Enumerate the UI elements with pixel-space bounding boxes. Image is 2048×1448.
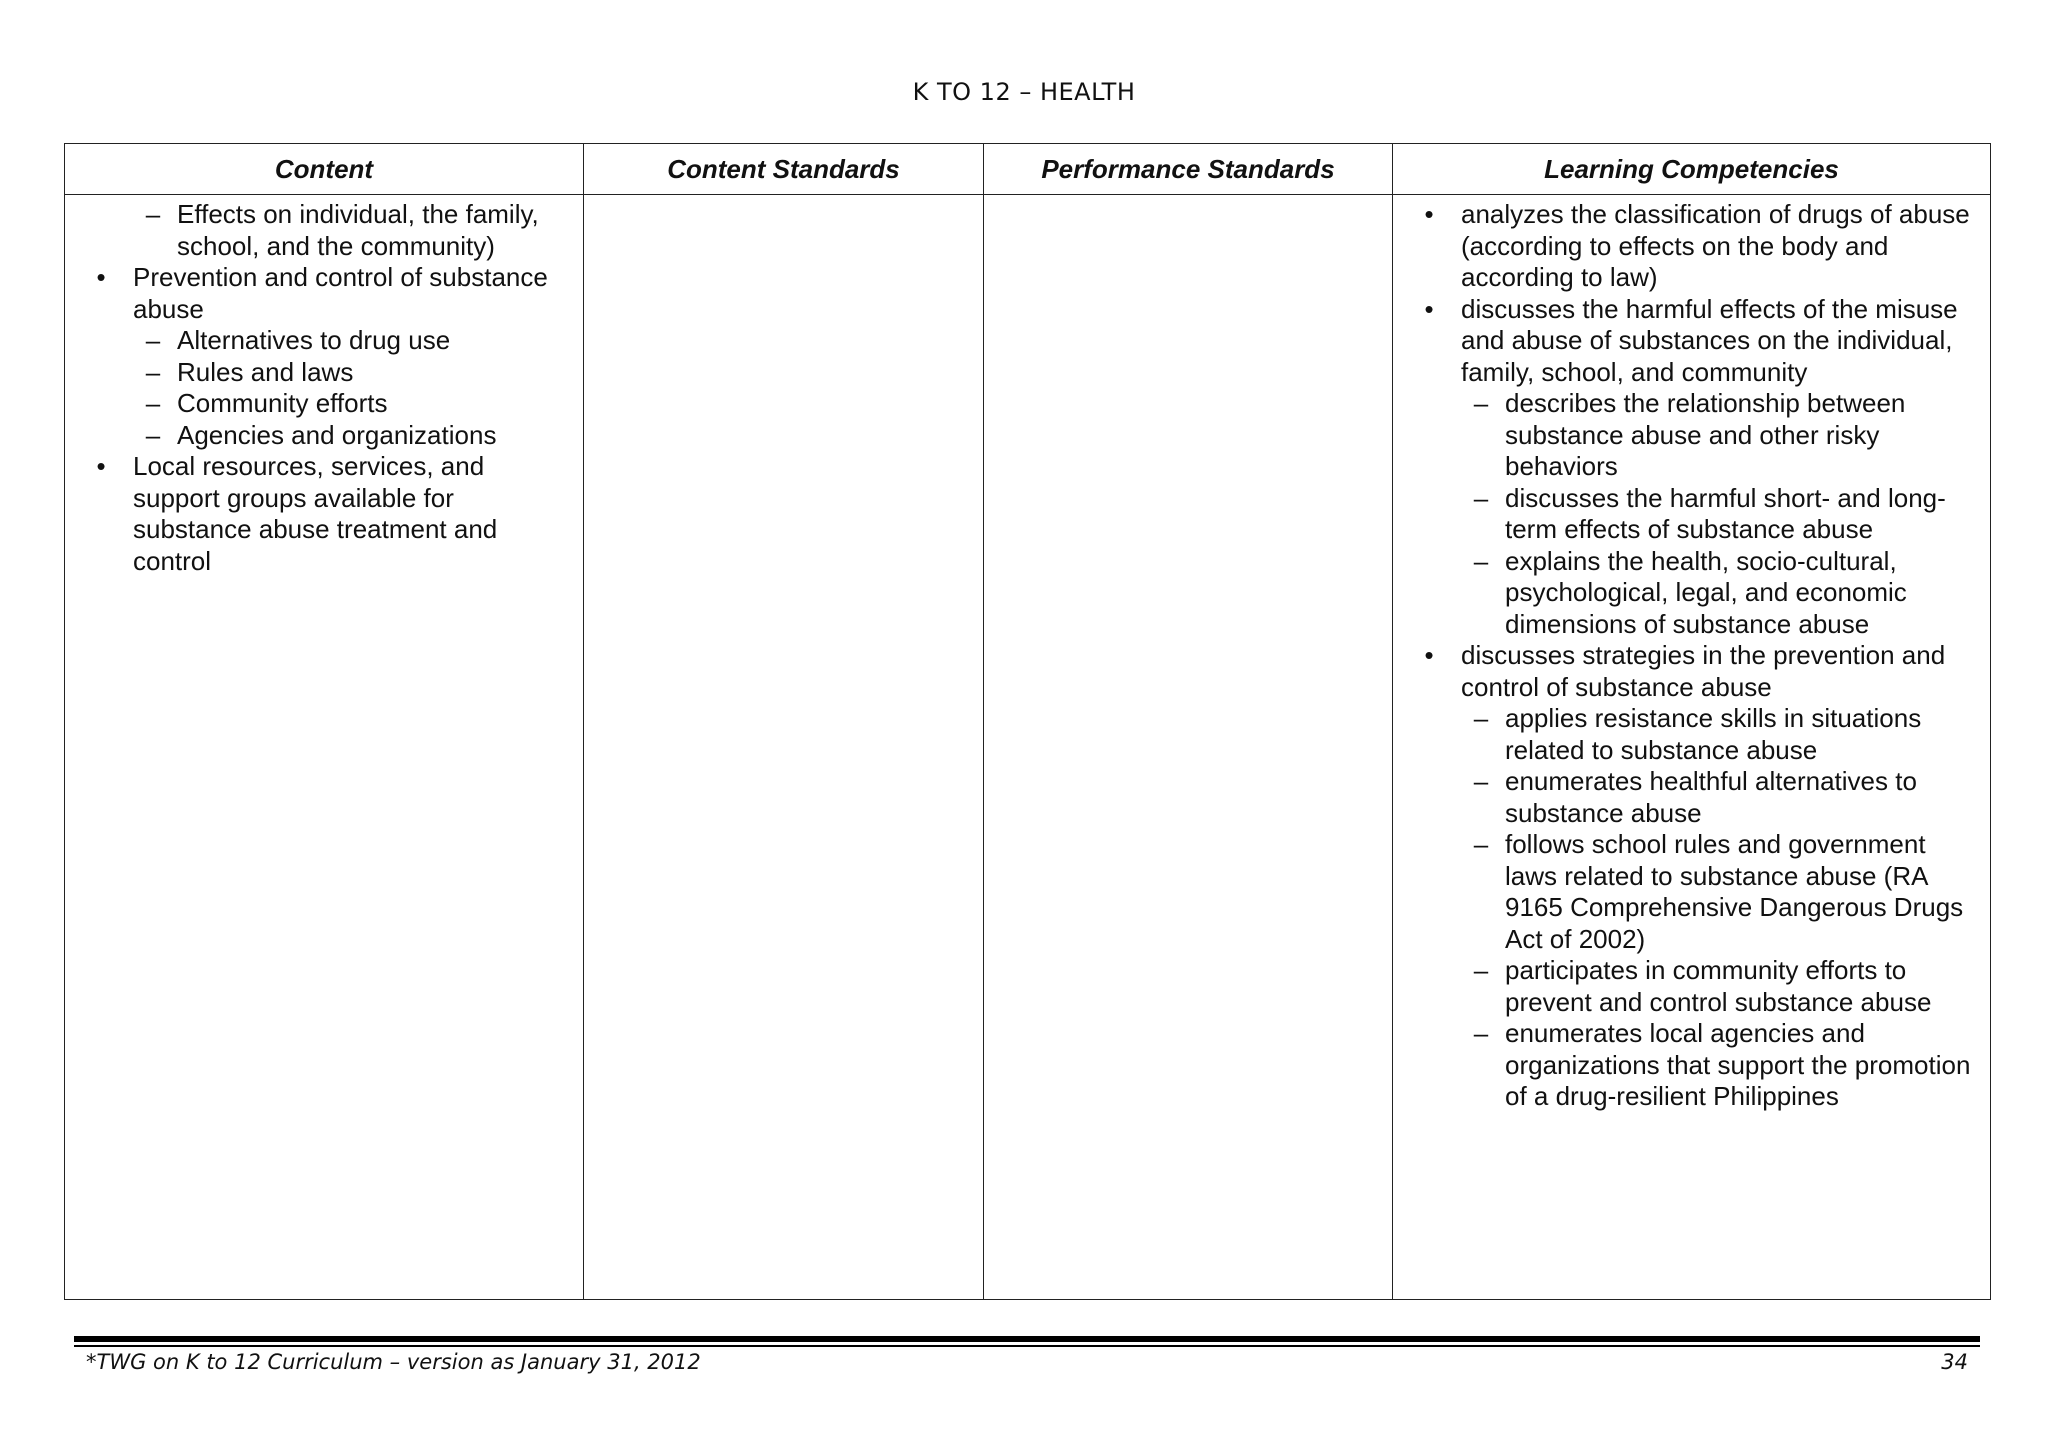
sub-list <box>1461 703 1978 1113</box>
sub-list-item-text: Alternatives to drug use <box>177 325 451 355</box>
sub-list-item <box>1461 388 1978 483</box>
dash-marker: – <box>145 325 161 355</box>
page-title: K TO 12 – HEALTH <box>912 78 1136 106</box>
performance-standards-cell <box>984 195 1393 1300</box>
sub-list-item <box>133 420 571 452</box>
list-item <box>1405 294 1978 641</box>
footer-note: *TWG on K to 12 Curriculum – version as January 31, 2012 <box>86 1350 701 1374</box>
curriculum-table <box>64 143 1991 1300</box>
sub-list-item-text: explains the health, socio-cultural, psychological, legal, and economic dimensions of substance abuse <box>1505 545 1907 639</box>
sub-list-item-text: enumerates healthful alternatives to substance abuse <box>1505 766 1917 828</box>
page-number: 34 <box>1941 1350 1968 1374</box>
dash-marker: – <box>1473 388 1489 418</box>
list-item <box>133 199 571 262</box>
sub-list-item <box>133 325 571 357</box>
header-content-standards: Content Standards <box>584 144 984 195</box>
content-bullet-list <box>77 262 571 577</box>
sub-list-item-text: applies resistance skills in situations related to substance abuse <box>1505 703 1922 765</box>
header-learning-competencies: Learning Competencies <box>1393 144 1991 195</box>
dash-marker: – <box>1473 766 1489 796</box>
list-item-text: Prevention and control of substance abuse <box>133 262 548 324</box>
header-performance-standards: Performance Standards <box>984 144 1393 195</box>
list-item <box>77 451 571 577</box>
sub-list-item-text: discusses the harmful short- and long-term effects of substance abuse <box>1505 482 1946 544</box>
sub-list-item <box>1461 955 1978 1018</box>
list-item-text: Local resources, services, and support groups available for substance abuse treatment and control <box>133 451 498 576</box>
sub-list-item-text: describes the relationship between substance abuse and other risky behaviors <box>1505 388 1906 481</box>
header-content: Content <box>65 144 584 195</box>
sub-list-item <box>133 357 571 389</box>
content-cell <box>65 195 584 1300</box>
content-standards-cell <box>584 195 984 1300</box>
competencies-list <box>1405 199 1978 1113</box>
bullet-marker: • <box>96 451 106 481</box>
list-item <box>1405 199 1978 294</box>
sub-list-item <box>1461 703 1978 766</box>
sub-list-item-text: enumerates local agencies and organizations that support the promotion of a drug-resilient Philippines <box>1505 1018 1971 1111</box>
sub-list-item <box>1461 829 1978 955</box>
bullet-marker: • <box>1424 640 1434 670</box>
list-item <box>1405 640 1978 1113</box>
sub-list <box>1461 388 1978 640</box>
sub-list-item <box>133 388 571 420</box>
table-header-row <box>65 144 1991 195</box>
sub-list-item-text: Agencies and organizations <box>177 419 497 450</box>
footer-rule-thin <box>74 1345 1980 1347</box>
dash-marker: – <box>145 388 161 418</box>
content-lead-list <box>77 199 571 262</box>
dash-marker: – <box>1473 955 1489 985</box>
sub-list-item-text: Community efforts <box>177 388 388 418</box>
list-item-text: discusses strategies in the prevention and control of substance abuse <box>1461 640 1946 702</box>
dash-marker: – <box>1473 482 1489 513</box>
bullet-marker: • <box>1424 199 1434 229</box>
dash-marker: – <box>1473 829 1489 859</box>
sub-list-item <box>1461 483 1978 546</box>
learning-competencies-cell <box>1393 195 1991 1300</box>
list-item-text: Effects on individual, the family, school, and the community) <box>177 199 539 261</box>
footer-rule <box>74 1336 1980 1342</box>
dash-marker: – <box>145 199 161 229</box>
dash-marker: – <box>145 419 161 450</box>
sub-list-item-text: participates in community efforts to prevent and control substance abuse <box>1505 955 1932 1017</box>
dash-marker: – <box>1473 703 1489 733</box>
sub-list-item <box>1461 546 1978 641</box>
list-item-text: analyzes the classification of drugs of abuse (according to effects on the body and according to law) <box>1461 199 1970 292</box>
bullet-marker: • <box>96 262 106 292</box>
sub-list-item-text: Rules and laws <box>177 356 354 387</box>
list-item-text: discusses the harmful effects of the misuse and abuse of substances on the individual, family, school, and community <box>1461 293 1958 387</box>
sub-list-item-text: follows school rules and government laws related to substance abuse (RA 9165 Comprehensive Dangerous Drugs Act of 2002) <box>1505 829 1964 954</box>
bullet-marker: • <box>1424 293 1434 324</box>
sub-list-item <box>1461 1018 1978 1113</box>
sub-list-item <box>1461 766 1978 829</box>
dash-marker: – <box>1473 1018 1489 1048</box>
table-row <box>65 195 1991 1300</box>
dash-marker: – <box>145 356 161 387</box>
dash-marker: – <box>1473 545 1489 576</box>
sub-list <box>133 325 571 451</box>
list-item <box>77 262 571 451</box>
